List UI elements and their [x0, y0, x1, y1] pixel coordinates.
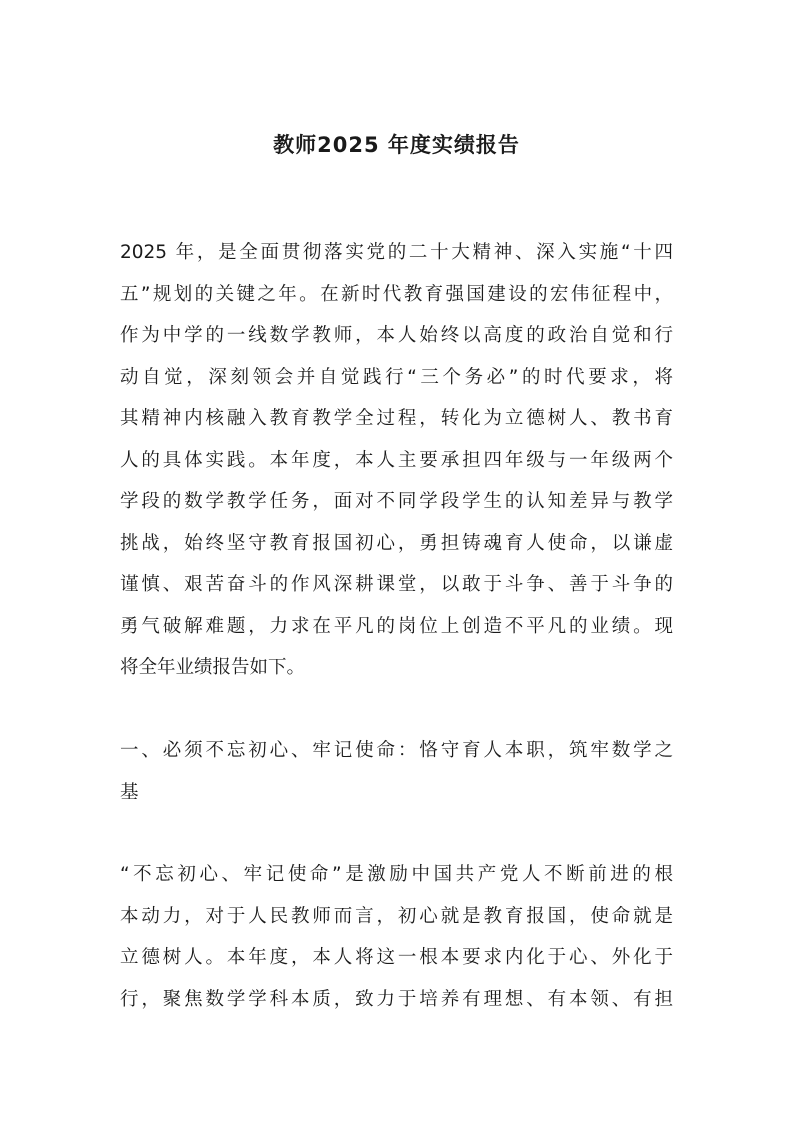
document-title: 教师2025 年度实绩报告: [273, 133, 520, 157]
intro-line: 2025 年，是全面贯彻落实党的二十大精神、深入实施“十四: [120, 242, 673, 263]
intro-line: 将全年业绩报告如下。: [120, 657, 306, 678]
intro-line: 作为中学的一线数学教师，本人始终以高度的政治自觉和行: [120, 325, 673, 346]
body-line: 立德树人。本年度，本人将这一根本要求内化于心、外化于: [120, 947, 673, 968]
intro-line: 其精神内核融入教育教学全过程，转化为立德树人、教书育: [120, 408, 673, 429]
intro-line: 学段的数学教学任务，面对不同学段学生的认知差异与教学: [120, 491, 673, 512]
body-line: 行，聚焦数学学科本质，致力于培养有理想、有本领、有担: [120, 988, 673, 1010]
intro-line: 勇气破解难题，力求在平凡的岗位上创造不平凡的业绩。现: [120, 615, 673, 637]
intro-line: 动自觉，深刻领会并自觉践行“三个务必”的时代要求，将: [120, 366, 673, 388]
body-line: 本动力，对于人民教师而言，初心就是教育报国，使命就是: [120, 905, 673, 927]
intro-line: 五”规划的关键之年。在新时代教育强国建设的宏伟征程中，: [120, 283, 673, 305]
intro-paragraph: [120, 238, 673, 695]
intro-line: 人的具体实践。本年度，本人主要承担四年级与一年级两个: [120, 449, 673, 471]
section-1-paragraph: [120, 860, 673, 1026]
intro-line: 挑战，始终坚守教育报国初心，勇担铸魂育人使命，以谦虚: [120, 532, 673, 554]
section-1-heading: [120, 736, 673, 819]
heading-line: 一、必须不忘初心、牢记使命：恪守育人本职，筑牢数学之: [120, 740, 673, 761]
intro-line: 谨慎、艰苦奋斗的作风深耕课堂，以敢于斗争、善于斗争的: [120, 574, 673, 595]
body-line: “不忘初心、牢记使命”是激励中国共产党人不断前进的根: [120, 864, 673, 885]
heading-line: 基: [120, 781, 139, 803]
